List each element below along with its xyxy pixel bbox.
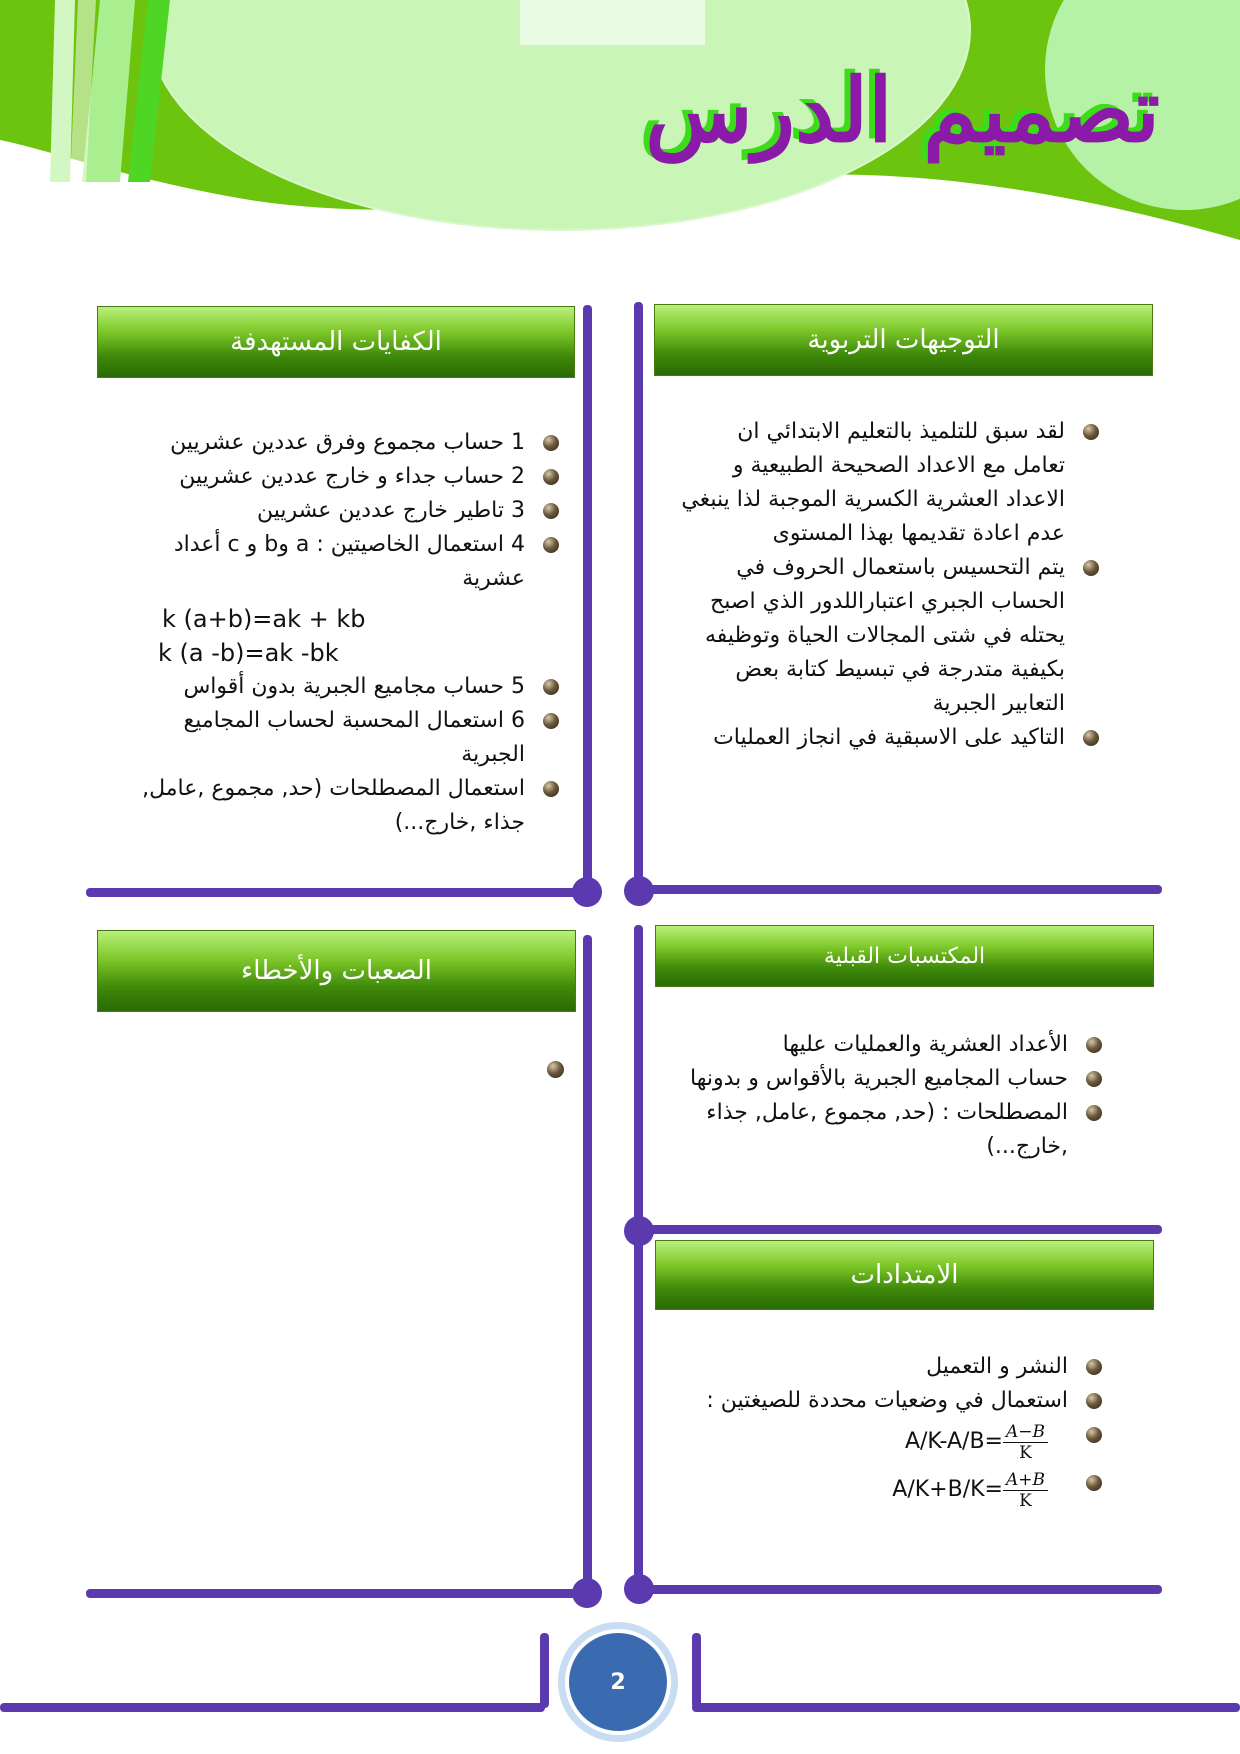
fraction-numerator: A+B xyxy=(1003,1470,1048,1491)
divider-vertical-right-top xyxy=(634,302,643,890)
list-item: 5 حساب مجاميع الجبرية بدون أقواس xyxy=(140,670,565,704)
formula-block xyxy=(140,596,565,670)
formula-difference xyxy=(899,1421,1048,1463)
list-item: 2 حساب جداء و خارج عددين عشريين xyxy=(140,460,565,494)
list-item: لقد سبق للتلميذ بالتعليم الابتدائي ان تعامل مع الاعداد الصحيحة الطبيعية و الاعداد العشرية الكسرية الموجبة لذا ينبغي عدم اعادة تقديمها بهذا المستوى xyxy=(680,415,1105,551)
formula-rhs: =A/K+B/K xyxy=(892,1477,1003,1502)
fraction-denominator: K xyxy=(1019,1442,1032,1463)
divider-vertical-left-bottom xyxy=(583,935,592,1597)
list-item: يتم التحسيس باستعمال الحروف في الحساب الجبري اعتباراللدور الذي اصبح يحتله في شتى المجالات الحياة وتوظيفه بكيفية متدرجة في تبسيط كتابة بعض التعابير الجبرية xyxy=(680,551,1105,721)
section-title-difficulties xyxy=(97,930,576,1012)
list-item: الأعداد العشرية والعمليات عليها xyxy=(690,1028,1108,1062)
formula-sum xyxy=(892,1469,1048,1511)
divider-horizontal-right-bottom xyxy=(640,1585,1162,1594)
section-title-extensions xyxy=(655,1240,1154,1310)
section-title-prior-label: المكتسبات القبلية xyxy=(823,943,986,969)
divider-vertical-right-bottom xyxy=(634,925,643,1590)
formula-rhs: =A/K-A/B xyxy=(904,1429,1003,1454)
section-title-competencies-label: الكفايات المستهدفة xyxy=(230,327,442,357)
section-title-extensions-label: الامتدادات xyxy=(850,1260,959,1290)
footer-line-right xyxy=(692,1703,1240,1712)
formula-item xyxy=(690,1418,1108,1466)
prior-list xyxy=(690,1028,1108,1164)
section-title-pedagogical-label: التوجيهات التربوية xyxy=(807,325,1000,355)
formula-item xyxy=(690,1466,1108,1514)
list-item: المصطلحات : (حد, مجموع ,عامل, جذاء ,خارج...) xyxy=(690,1096,1108,1164)
fraction-numerator: A−B xyxy=(1003,1422,1048,1443)
divider-dot xyxy=(624,1216,654,1246)
formula-distributive-diff: k (a -b)=ak -bk xyxy=(158,639,339,667)
section-title-difficulties-label: الصعبات والأخطاء xyxy=(241,956,432,986)
footer-bracket-right xyxy=(692,1633,701,1708)
difficulties-empty-bullet xyxy=(547,1061,564,1078)
page-number: 2 xyxy=(565,1629,671,1735)
list-item: التاكيد على الاسبقية في انجاز العمليات xyxy=(680,721,1105,755)
pedagogical-list xyxy=(680,415,1105,755)
section-title-prior xyxy=(655,925,1154,987)
divider-vertical-left-top xyxy=(583,305,592,890)
list-item: استعمال المصطلحات (حد, مجموع ,عامل, جذاء ,خارج...) xyxy=(140,772,565,840)
fraction-sum xyxy=(1003,1470,1048,1511)
divider-horizontal-right-top xyxy=(640,885,1162,894)
divider-dot xyxy=(572,877,602,907)
list-item: 6 استعمال المحسبة لحساب المجاميع الجبرية xyxy=(140,704,565,772)
footer-bracket-left xyxy=(540,1633,549,1708)
footer-line-left xyxy=(0,1703,545,1712)
page-title: تصميم الدرس xyxy=(645,58,1160,162)
list-item: استعمال في وضعيات محددة للصيغتين : xyxy=(690,1384,1108,1418)
section-title-pedagogical xyxy=(654,304,1153,376)
list-item: 1 حساب مجموع وفرق عددين عشريين xyxy=(140,426,565,460)
list-item: حساب المجاميع الجبرية بالأقواس و بدونها xyxy=(690,1062,1108,1096)
page-number-badge xyxy=(558,1622,678,1742)
divider-horizontal-mid-right xyxy=(640,1225,1162,1234)
divider-horizontal-left-top xyxy=(86,888,586,897)
list-item: 4 استعمال الخاصيتين : a وb و c أعداد عشرية xyxy=(140,528,565,596)
list-item: 3 تاطير خارج عددين عشريين xyxy=(140,494,565,528)
fraction-denominator: K xyxy=(1019,1490,1032,1511)
fraction-difference xyxy=(1003,1422,1048,1463)
divider-horizontal-left-bottom xyxy=(86,1589,586,1598)
extensions-list xyxy=(690,1350,1108,1514)
formula-distributive-sum: k (a+b)=ak + kb xyxy=(162,605,366,633)
divider-dot xyxy=(572,1578,602,1608)
list-item: النشر و التعميل xyxy=(690,1350,1108,1384)
section-title-competencies xyxy=(97,306,575,378)
competencies-list xyxy=(140,426,565,840)
divider-dot xyxy=(624,876,654,906)
divider-dot xyxy=(624,1574,654,1604)
